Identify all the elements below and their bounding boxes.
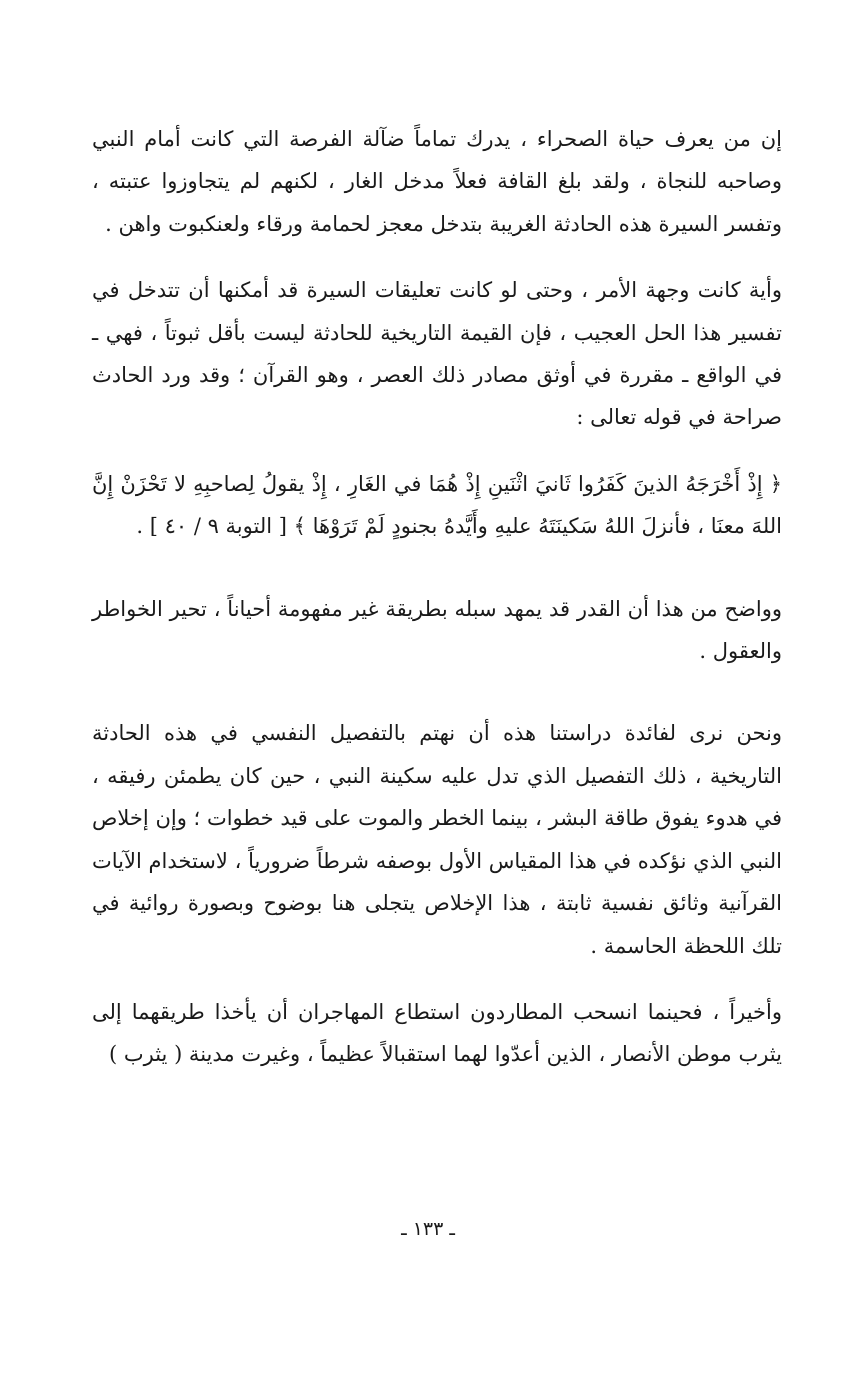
- paragraph-psychological-detail: ونحن نرى لفائدة دراستنا هذه أن نهتم بالتفصيل النفسي في هذه الحادثة التاريخية ، ذلك التفصيل الذي تدل عليه سكينة النبي ، حين كان يطمئن رفيقه ، في هدوء يفوق طاقة البشر ، بينما الخطر والموت على قيد خطوات ؛ وإن إخلاص النبي الذي نؤكده في هذا المقياس الأول بوصفه شرطاً ضرورياً ، لاستخدام الآيات القرآنية وثائق نفسية ثابتة ، هذا الإخلاص يتجلى هنا بوضوح وبصورة روائية في تلك اللحظة الحاسمة .: [92, 721, 782, 958]
- paragraph-arrival-yathrib: وأخيراً ، فحينما انسحب المطاردون استطاع المهاجران أن يأخذا طريقهما إلى يثرب موطن الأنصار ، الذين أعدّوا لهما استقبالاً عظيماً ، وغيرت مدينة ( يثرب ): [92, 999, 782, 1067]
- paragraph-cave-escape: إن من يعرف حياة الصحراء ، يدرك تماماً ضآلة الفرصة التي كانت أمام النبي وصاحبه للنجاة ، ولقد بلغ القافة فعلاً مدخل الغار ، لكنهم لم يتجاوزوا عتبته ، وتفسر السيرة هذه الحادثة الغريبة بتدخل معجز لحمامة ورقاء ولعنكبوت واهن .: [92, 127, 782, 236]
- page-number: ـ ١٣٣ ـ: [401, 1218, 455, 1240]
- paragraph-destiny: وواضح من هذا أن القدر قد يمهد سبله بطريقة غير مفهومة أحياناً ، تحير الخواطر والعقول .: [92, 596, 782, 664]
- paragraph-historical-value: وأية كانت وجهة الأمر ، وحتى لو كانت تعليقات السيرة قد أمكنها أن تتدخل في تفسير هذا الحل العجيب ، فإن القيمة التاريخية للحادثة ليست بأقل ثبوتاً ، فهي ـ في الواقع ـ مقررة في أوثق مصادر ذلك العصر ، وهو القرآن ؛ وقد ورد الحادث صراحة في قوله تعالى :: [92, 278, 782, 430]
- page-body: [92, 118, 782, 1100]
- quran-quote: ﴿ إِذْ أَخْرَجَهُ الذينَ كَفَرُوا ثَانيَ اثْنَينِ إِذْ هُمَا في الغَارِ ، إِذْ يقولُ لِصاحبِهِ لا تَحْزَنْ إِنَّ اللهَ معنَا ، فأنزلَ اللهُ سَكينَتَهُ عليهِ وأَيَّدهُ بجنودٍ لَمْ تَرَوْهَا ﴾ [ التوبة ٩ / ٤٠ ] .: [92, 471, 782, 539]
